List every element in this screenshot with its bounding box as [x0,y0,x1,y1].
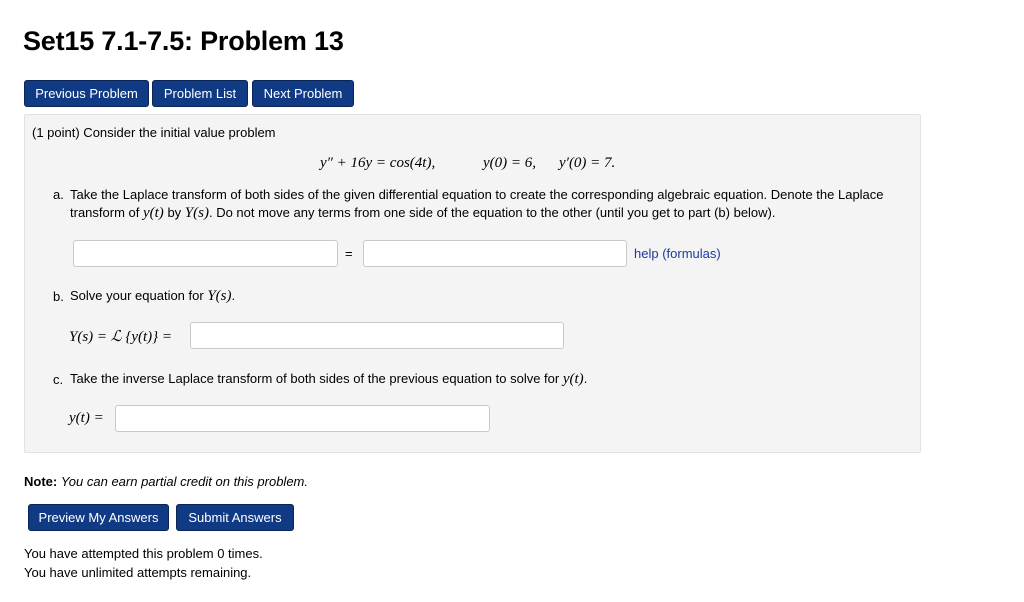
preview-answers-button[interactable]: Preview My Answers [28,504,169,531]
remaining-status: You have unlimited attempts remaining. [24,565,252,580]
part-b-label: Y(s) = ℒ {y(t)} = [69,329,173,345]
submit-answers-button[interactable]: Submit Answers [176,504,294,531]
part-c-instructions [70,371,587,388]
part-c-label: y(t) = [69,410,104,426]
part-c-end: . [583,371,588,386]
laplace-lhs-input[interactable] [73,240,338,267]
part-b-text: Solve your equation for [70,288,204,303]
laplace-rhs-input[interactable] [363,240,627,267]
var-Y-of-s: Y(s) [207,288,232,304]
part-a-instructions-line1: Take the Laplace transform of both sides of the given differential equation to create the corresponding algebraic equation. Denote the Laplace [70,187,884,202]
var-y-of-t: y(t) [562,371,584,387]
part-a-instructions-line2 [70,205,776,222]
problem-list-button[interactable]: Problem List [152,80,248,107]
Ys-answer-input[interactable] [190,322,564,349]
part-a-marker: a. [53,187,64,202]
initial-condition-yprime0: y′(0) = 7. [559,155,616,171]
yt-answer-input[interactable] [115,405,490,432]
part-a-text-by: by [167,205,182,220]
part-b-instructions [70,288,235,305]
note-text: You can earn partial credit on this problem. [60,474,308,489]
partial-credit-note [24,474,308,489]
part-a-text-end: . Do not move any terms from one side of the equation to the other (until you get to part (b) below). [208,205,776,220]
problem-intro: (1 point) Consider the initial value problem [32,125,276,140]
problem-panel [24,114,921,453]
help-formulas-link[interactable]: help (formulas) [634,246,721,261]
differential-equation: y″ + 16y = cos(4t), [320,155,436,171]
page-title: Set15 7.1-7.5: Problem 13 [23,26,344,56]
previous-problem-button[interactable]: Previous Problem [24,80,149,107]
var-Y-of-s: Y(s) [184,205,209,221]
part-c-text: Take the inverse Laplace transform of both sides of the previous equation to solve for [70,371,560,386]
initial-condition-y0: y(0) = 6, [483,155,537,171]
part-a-text: transform of [70,205,140,220]
note-label: Note: [24,474,58,489]
equals-sign: = [345,246,353,261]
part-b-end: . [231,288,236,303]
var-y-of-t: y(t) [142,205,164,221]
part-b-marker: b. [53,289,64,304]
attempts-status: You have attempted this problem 0 times. [24,546,263,561]
next-problem-button[interactable]: Next Problem [252,80,354,107]
part-c-marker: c. [53,372,64,387]
